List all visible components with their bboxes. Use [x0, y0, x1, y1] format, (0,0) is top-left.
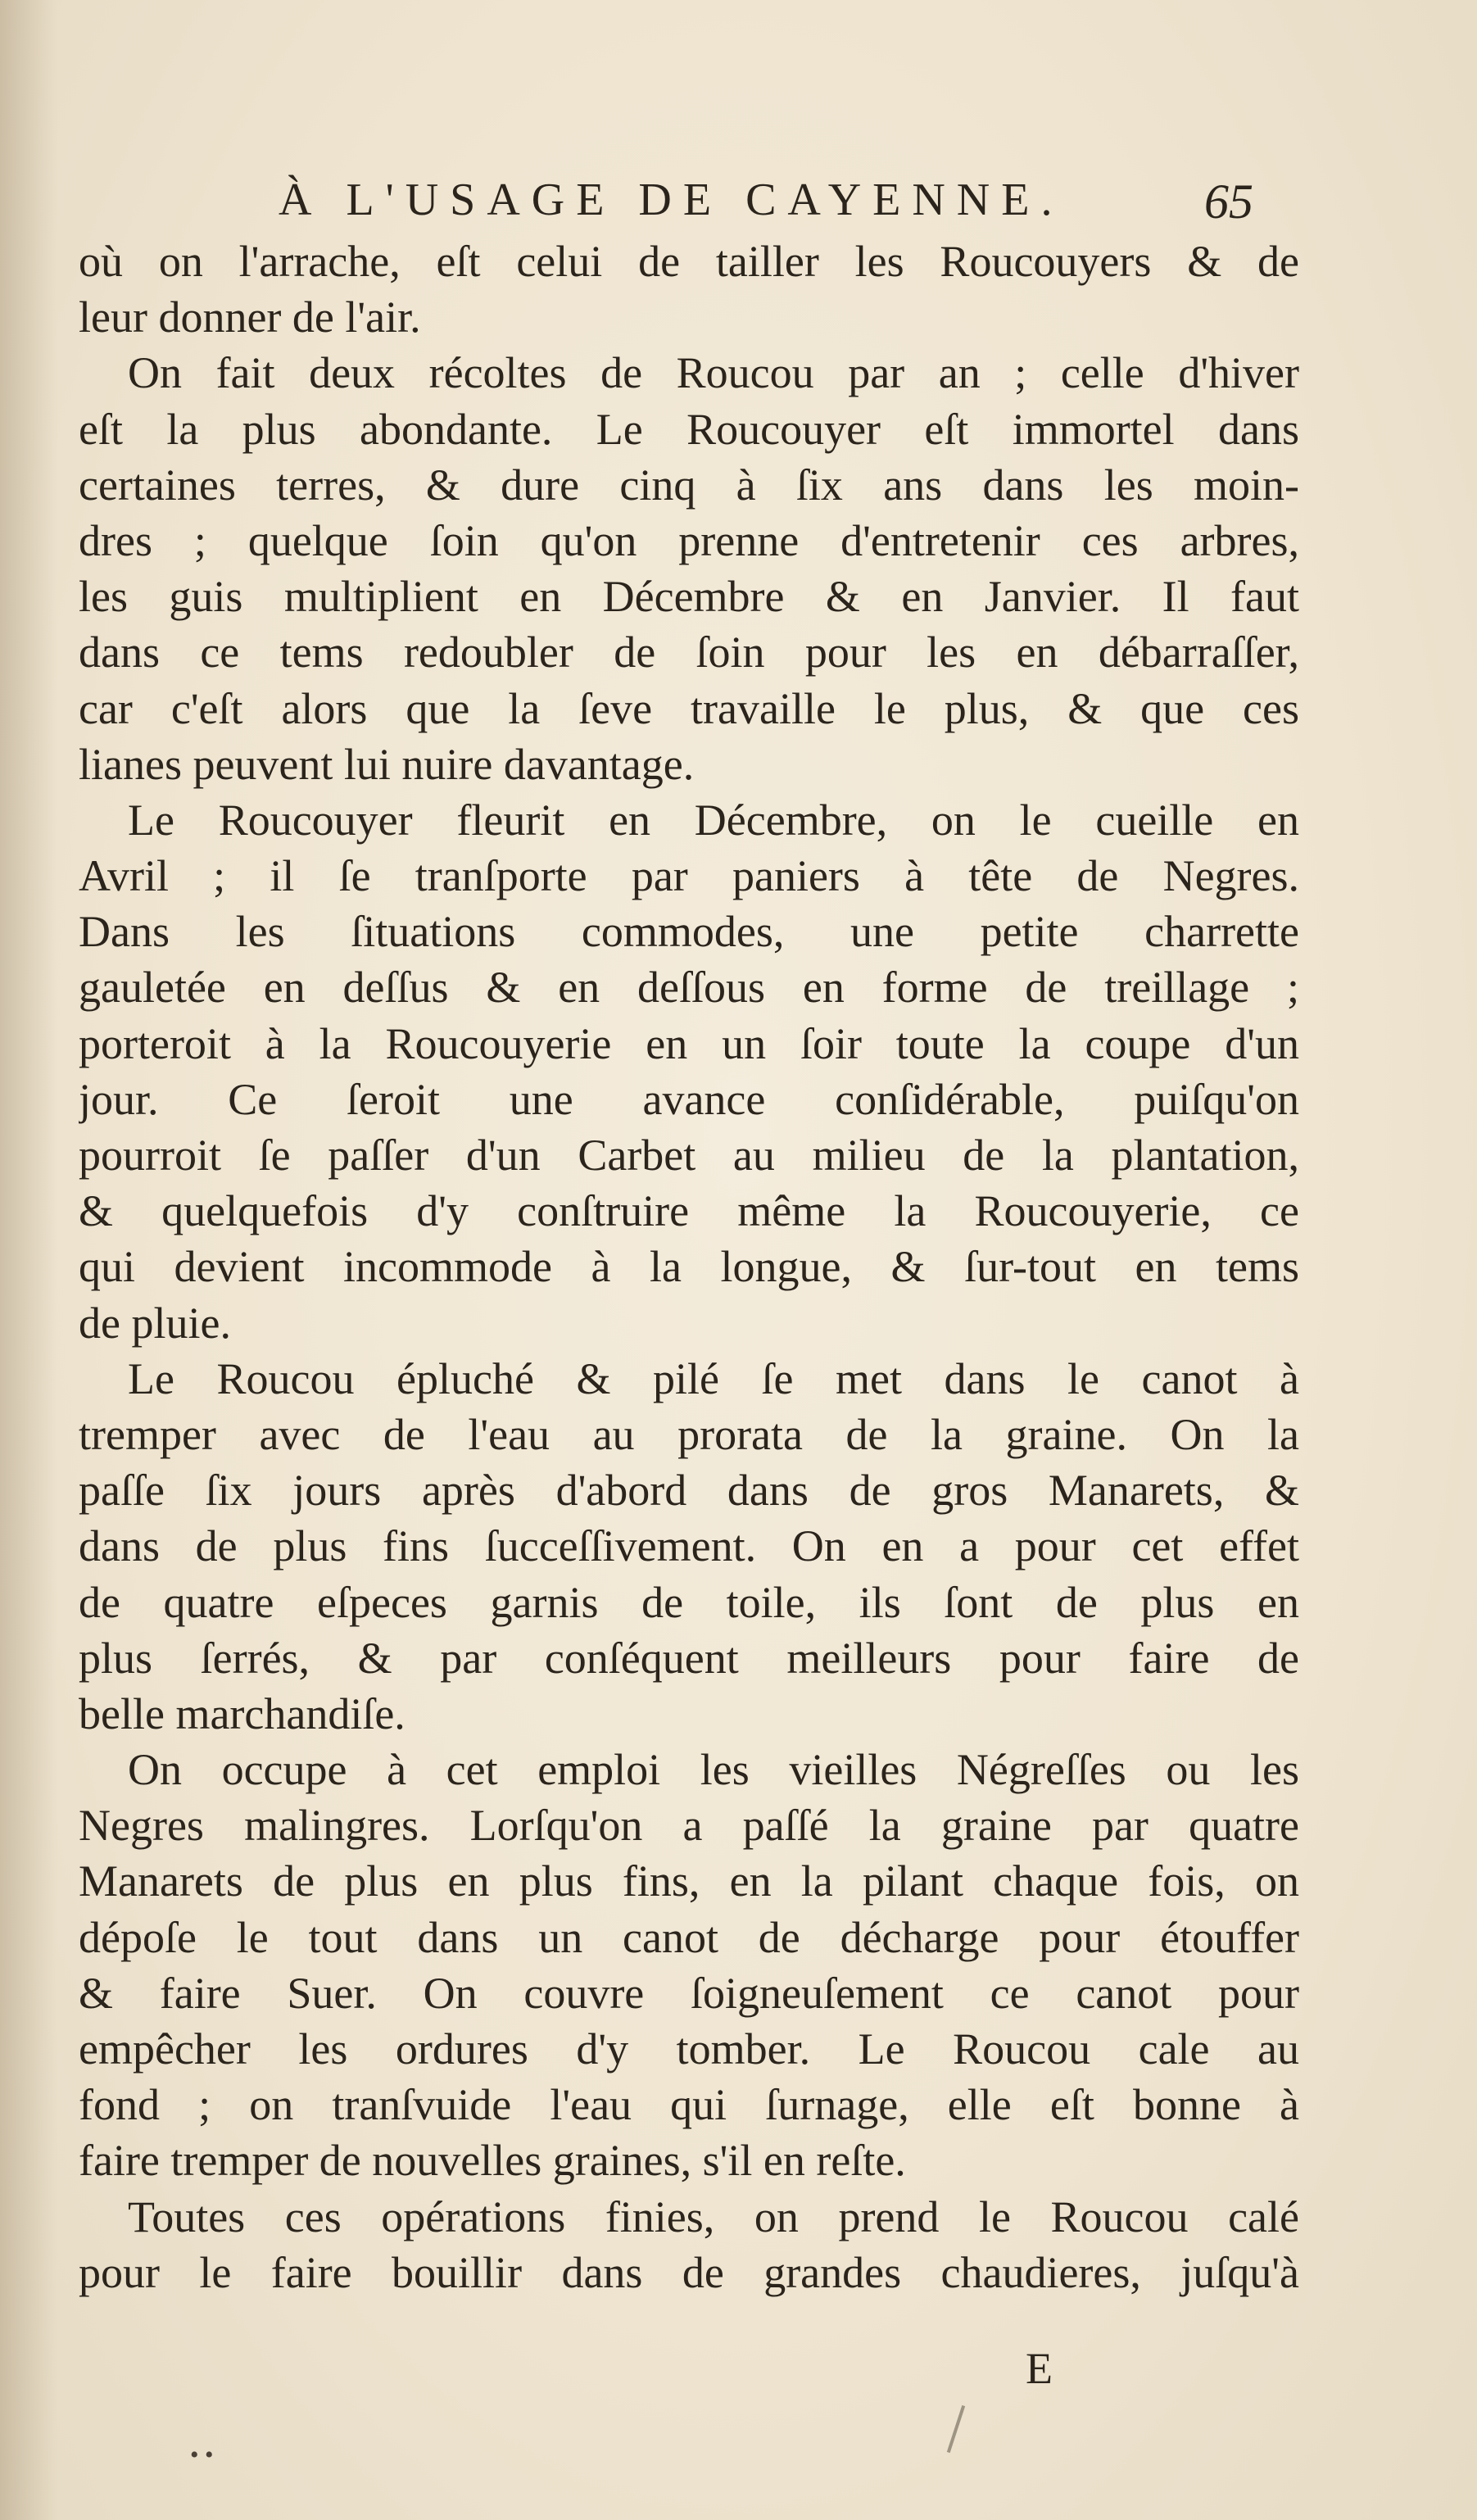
text-line: Le Roucouyer fleurit en Décembre, on le cueille en	[128, 795, 1299, 845]
text-line: lianes peuvent lui nuire davantage.	[79, 739, 695, 789]
text-line: eſt la plus abondante. Le Roucouyer eſt immortel dans	[79, 404, 1299, 454]
text-line: car c'eſt alors que la ſeve travaille le plus, & que ces	[79, 683, 1299, 733]
text-line: Dans les ſituations commodes, une petite charrette	[79, 907, 1299, 957]
text-line: de pluie.	[79, 1298, 231, 1348]
text-line: dans ce tems redoubler de ſoin pour les en débarraſſer,	[79, 628, 1299, 678]
text-line: dres ; quelque ſoin qu'on prenne d'entretenir ces arbres,	[79, 515, 1299, 565]
text-line: Manarets de plus en plus fins, en la pilant chaque fois, on	[79, 1856, 1299, 1906]
text-line: où on l'arrache, eſt celui de tailler les Roucouyers & de	[79, 237, 1299, 286]
ink-specks: • •	[190, 2441, 214, 2468]
text-line: pour le faire bouillir dans de grandes chaudieres, juſqu'à	[79, 2247, 1299, 2297]
text-line: belle marchandiſe.	[79, 1688, 405, 1738]
text-line: plus ſerrés, & par conſéquent meilleurs pour faire de	[79, 1633, 1299, 1683]
text-line: leur donner de l'air.	[79, 292, 421, 342]
text-line: Negres malingres. Lorſqu'on a paſſé la graine par quatre	[79, 1801, 1299, 1851]
text-line: porteroit à la Roucouyerie en un ſoir toute la coupe d'un	[79, 1018, 1299, 1068]
text-line: qui devient incommode à la longue, & ſur-tout en tems	[79, 1242, 1299, 1292]
text-line: jour. Ce ſeroit une avance conſidérable, puiſqu'on	[79, 1074, 1299, 1124]
text-line: Le Roucou épluché & pilé ſe met dans le canot à	[128, 1353, 1299, 1403]
text-line: gauletée en deſſus & en deſſous en forme de treillage ;	[79, 963, 1299, 1013]
text-line: dépoſe le tout dans un canot de décharge pour étouffer	[79, 1912, 1299, 1962]
running-head: À L'USAGE DE CAYENNE.	[279, 174, 1064, 225]
text-line: Toutes ces opérations finies, on prend le Roucou calé	[128, 2191, 1299, 2241]
text-line: certaines terres, & dure cinq à ſix ans dans les moin-	[79, 460, 1299, 510]
text-line: paſſe ſix jours après d'abord dans de gros Manarets, &	[79, 1466, 1299, 1516]
text-line: & faire Suer. On couvre ſoigneuſement ce canot pour	[79, 1968, 1299, 2018]
page-gutter-shadow	[0, 0, 57, 2520]
text-line: & quelquefois d'y conſtruire même la Roucouyerie, ce	[79, 1186, 1299, 1236]
signature-mark: E	[1026, 2344, 1053, 2393]
text-line: tremper avec de l'eau au prorata de la graine. On la	[79, 1409, 1299, 1459]
text-line: empêcher les ordures d'y tomber. Le Roucou cale au	[79, 2024, 1299, 2074]
text-line: fond ; on tranſvuide l'eau qui ſurnage, elle eſt bonne à	[79, 2080, 1299, 2130]
text-line: Avril ; il ſe tranſporte par paniers à tête de Negres.	[79, 851, 1299, 901]
text-line: les guis multiplient en Décembre & en Janvier. Il faut	[79, 572, 1299, 622]
text-line: de quatre eſpeces garnis de toile, ils ſont de plus en	[79, 1577, 1299, 1627]
text-line: On occupe à cet emploi les vieilles Négreſſes ou les	[128, 1745, 1299, 1795]
text-line: dans de plus fins ſucceſſivement. On en a pour cet effet	[79, 1521, 1299, 1571]
text-line: On fait deux récoltes de Roucou par an ; celle d'hiver	[128, 348, 1299, 398]
body-text	[79, 233, 1299, 2300]
text-line: faire tremper de nouvelles graines, s'il en reſte.	[79, 2136, 906, 2186]
text-line: pourroit ſe paſſer d'un Carbet au milieu de la plantation,	[79, 1131, 1299, 1180]
page-number: 65	[1204, 174, 1253, 229]
stray-mark	[947, 2405, 965, 2453]
